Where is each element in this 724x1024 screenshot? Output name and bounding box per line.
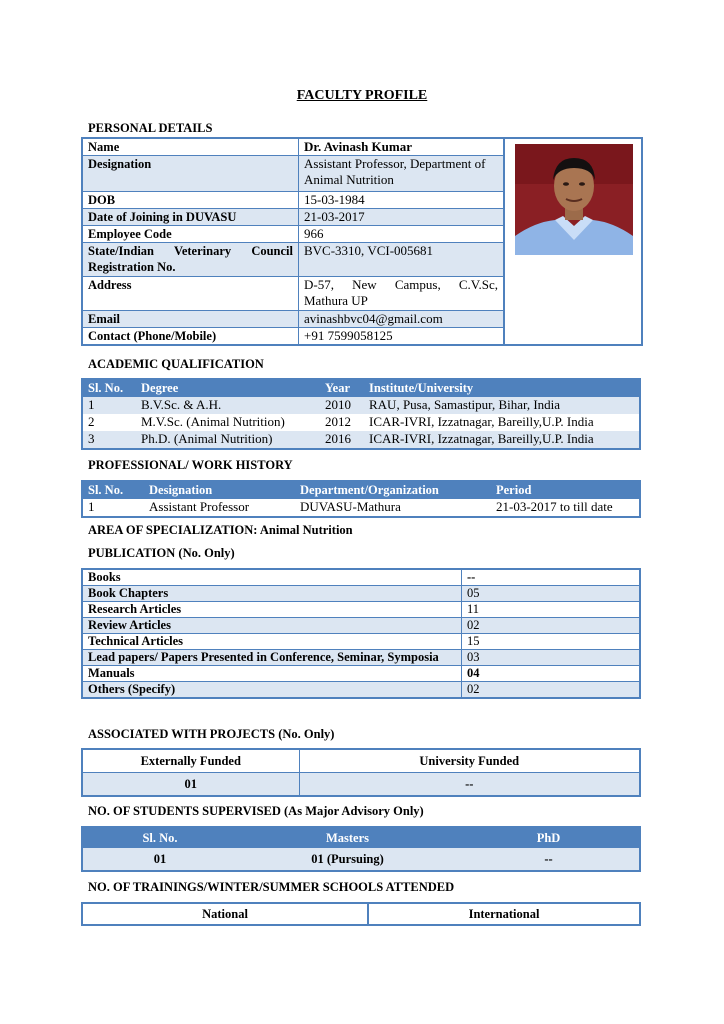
name-label: Name [82, 138, 299, 156]
projects-heading: ASSOCIATED WITH PROJECTS (No. Only) [88, 727, 335, 741]
designation-value: Assistant Professor, Department of Animal Nutrition [299, 156, 505, 192]
table-cell: 01 [82, 848, 237, 871]
table-row [82, 192, 504, 209]
table-row [82, 156, 504, 192]
column-header: Designation [144, 481, 295, 499]
table-cell: ICAR-IVRI, Izzatnagar, Bareilly,U.P. India [364, 431, 640, 449]
table-row [82, 650, 640, 666]
table-cell: -- [299, 773, 640, 797]
table-row [82, 773, 640, 797]
column-header: Institute/University [364, 379, 640, 397]
table-cell: 1 [82, 397, 136, 414]
table-row [82, 569, 640, 586]
table-row [82, 414, 640, 431]
table-row [82, 586, 640, 602]
table-row [82, 602, 640, 618]
table-cell: 2012 [320, 414, 364, 431]
table-header-row [82, 379, 640, 397]
trainings-table [81, 902, 641, 926]
table-row [82, 499, 640, 517]
table-header-row [82, 749, 640, 773]
table-row [82, 243, 504, 277]
column-header: Year [320, 379, 364, 397]
table-header-row [82, 481, 640, 499]
column-header: National [82, 903, 368, 925]
joining-date-value: 21-03-2017 [299, 209, 505, 226]
table-row [82, 634, 640, 650]
column-header: Degree [136, 379, 320, 397]
table-row [82, 682, 640, 699]
table-cell: M.V.Sc. (Animal Nutrition) [136, 414, 320, 431]
table-cell: 04 [462, 666, 641, 682]
column-header: Period [491, 481, 640, 499]
column-header: International [468, 907, 540, 921]
table-cell: 01 (Pursuing) [237, 848, 458, 871]
email-value: avinashbvc04@gmail.com [299, 311, 505, 328]
table-cell: Research Articles [82, 602, 462, 618]
table-row [82, 618, 640, 634]
work-history-heading: PROFESSIONAL/ WORK HISTORY [88, 458, 293, 472]
profile-photo [515, 144, 633, 255]
column-header: Sl. No. [82, 481, 144, 499]
table-cell: Technical Articles [82, 634, 462, 650]
table-row [82, 311, 504, 328]
personal-details-table [81, 137, 505, 346]
table-cell: 2 [82, 414, 136, 431]
table-cell: 2016 [320, 431, 364, 449]
table-row [82, 277, 504, 311]
email-label: Email [82, 311, 299, 328]
academic-table [81, 378, 641, 450]
table-cell: 03 [462, 650, 641, 666]
address-label: Address [82, 277, 299, 311]
students-table [81, 826, 641, 872]
table-cell: 02 [462, 682, 641, 699]
table-cell: Lead papers/ Papers Presented in Conference, Seminar, Symposia [82, 650, 462, 666]
page-title: FACULTY PROFILE [296, 88, 428, 103]
designation-label: Designation [82, 156, 299, 192]
table-cell: 15 [462, 634, 641, 650]
personal-details-heading: PERSONAL DETAILS [88, 121, 213, 135]
column-header: Sl. No. [82, 379, 136, 397]
table-cell: B.V.Sc. & A.H. [136, 397, 320, 414]
publication-table [81, 568, 641, 699]
employee-code-value: 966 [299, 226, 505, 243]
column-header: Department/Organization [295, 481, 491, 499]
table-cell: Ph.D. (Animal Nutrition) [136, 431, 320, 449]
table-cell: Others (Specify) [82, 682, 462, 699]
table-cell: -- [458, 848, 640, 871]
table-cell: Assistant Professor [144, 499, 295, 517]
column-header: Sl. No. [82, 827, 237, 848]
joining-date-label: Date of Joining in DUVASU [82, 209, 299, 226]
table-row [82, 666, 640, 682]
table-row [82, 138, 504, 156]
table-row [82, 209, 504, 226]
column-header: Externally Funded [82, 749, 299, 773]
table-cell: Book Chapters [82, 586, 462, 602]
table-cell: -- [462, 569, 641, 586]
work-history-table [81, 480, 641, 518]
table-row [82, 848, 640, 871]
publication-heading: PUBLICATION (No. Only) [88, 546, 235, 560]
registration-value: BVC-3310, VCI-005681 [299, 243, 505, 277]
table-row [82, 328, 504, 346]
students-heading: NO. OF STUDENTS SUPERVISED (As Major Advisory Only) [88, 804, 424, 818]
contact-label: Contact (Phone/Mobile) [82, 328, 299, 346]
specialization-text: AREA OF SPECIALIZATION: Animal Nutrition [88, 523, 353, 537]
table-header-row [82, 827, 640, 848]
column-header: Masters [237, 827, 458, 848]
registration-label: State/Indian Veterinary Council Registration No. [82, 243, 299, 277]
table-row [82, 397, 640, 414]
academic-heading: ACADEMIC QUALIFICATION [88, 357, 264, 371]
table-row [82, 226, 504, 243]
table-cell: 2010 [320, 397, 364, 414]
contact-value: +91 7599058125 [299, 328, 505, 346]
table-cell: 02 [462, 618, 641, 634]
table-cell: 01 [82, 773, 299, 797]
projects-table [81, 748, 641, 797]
table-cell: Books [82, 569, 462, 586]
table-cell: Review Articles [82, 618, 462, 634]
column-header: University Funded [299, 749, 640, 773]
dob-label: DOB [82, 192, 299, 209]
table-cell: 1 [82, 499, 144, 517]
table-cell: ICAR-IVRI, Izzatnagar, Bareilly,U.P. India [364, 414, 640, 431]
column-header: PhD [458, 827, 640, 848]
table-cell: Manuals [82, 666, 462, 682]
employee-code-label: Employee Code [82, 226, 299, 243]
table-cell: 11 [462, 602, 641, 618]
name-value: Dr. Avinash Kumar [299, 138, 505, 156]
table-cell: RAU, Pusa, Samastipur, Bihar, India [364, 397, 640, 414]
address-value: D-57, New Campus, C.V.Sc, Mathura UP [299, 277, 505, 311]
table-row [82, 431, 640, 449]
dob-value: 15-03-1984 [299, 192, 505, 209]
trainings-heading: NO. OF TRAININGS/WINTER/SUMMER SCHOOLS ATTENDED [88, 880, 455, 894]
table-header-row [82, 903, 640, 925]
table-cell: 3 [82, 431, 136, 449]
table-cell: DUVASU-Mathura [295, 499, 491, 517]
table-cell: 05 [462, 586, 641, 602]
table-cell: 21-03-2017 to till date [491, 499, 640, 517]
